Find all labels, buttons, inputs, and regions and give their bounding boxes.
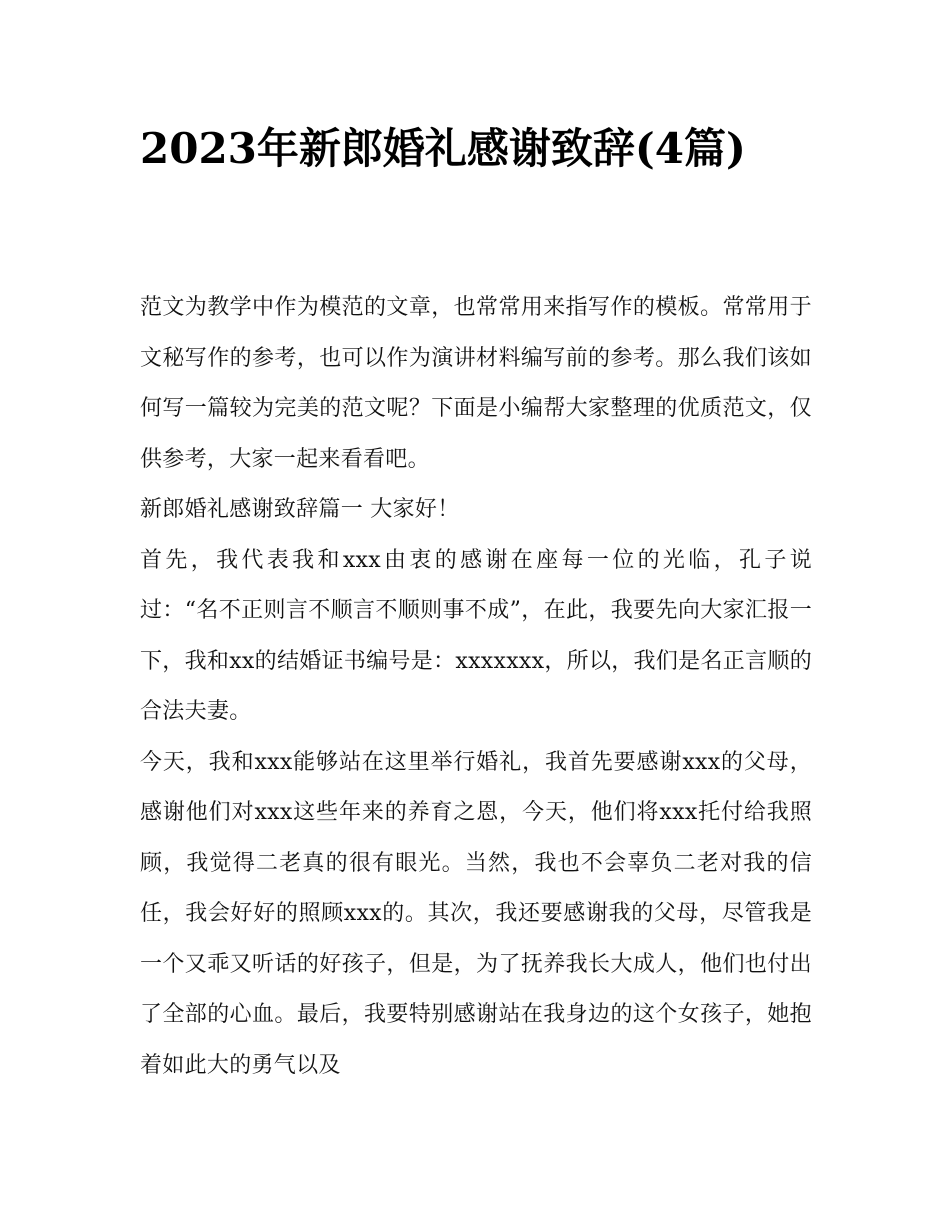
section-heading-paragraph: 新郎婚礼感谢致辞篇一 大家好！ <box>140 497 460 522</box>
body-paragraph: 首先，我代表我和xxx由衷的感谢在座每一位的光临，孔子说过：“名不正则言不顺言不顺则事不成”，在此，我要先向大家汇报一下，我和xx的结婚证书编号是：xxxxxxx，所以，我们是名正言顺的合法夫妻。 <box>140 547 812 724</box>
document-body <box>140 283 812 1091</box>
intro-paragraph: 范文为教学中作为模范的文章，也常常用来指写作的模板。常常用于文秘写作的参考，也可以作为演讲材料编写前的参考。那么我们该如何写一篇较为完美的范文呢？下面是小编帮大家整理的优质范文，仅供参考，大家一起来看看吧。 <box>140 295 812 472</box>
document-title: 2023年新郎婚礼感谢致辞(4篇) <box>140 124 746 173</box>
body-paragraph: 今天，我和xxx能够站在这里举行婚礼，我首先要感谢xxx的父母，感谢他们对xxx这些年来的养育之恩，今天，他们将xxx托付给我照顾，我觉得二老真的很有眼光。当然，我也不会辜负二老对我的信任，我会好好的照顾xxx的。其次，我还要感谢我的父母，尽管我是一个又乖又听话的好孩子，但是，为了抚养我长大成人，他们也付出了全部的心血。最后，我要特别感谢站在我身边的这个女孩子，她抱着如此大的勇气以及 <box>140 749 812 1078</box>
